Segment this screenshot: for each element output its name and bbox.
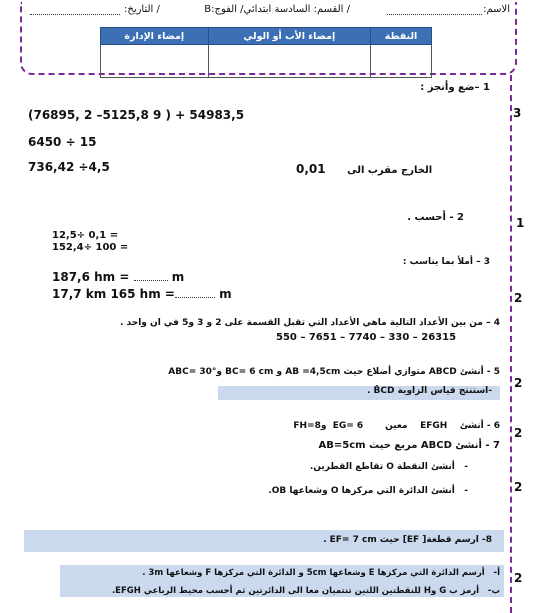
ex3-score: 2 <box>514 291 523 305</box>
class-label: / القسم: السادسة ابتدائي/ الفوج:B <box>204 4 350 15</box>
name-dots <box>387 14 482 15</box>
ex5-score: 2 <box>514 376 523 390</box>
grade-cell[interactable] <box>371 45 432 78</box>
ex8-item-b: ب- أرمز ب G وH للنقطتين اللتين تنتميان معا الى الدائرتين ثم أحسب محيط الرباعي EFGH. <box>111 586 500 596</box>
ex1-line1: (76895, 2 –5125,8 9 ) + 54983,5 <box>28 108 245 122</box>
ex1-score: 3 <box>513 106 522 120</box>
ex2-title: 2 - أحسب . <box>407 212 464 223</box>
ex1-note-value: 0,01 <box>296 162 326 176</box>
admin-signature-cell[interactable] <box>101 45 209 78</box>
ex1-note <box>296 162 432 176</box>
margin-line <box>510 75 512 613</box>
header-admin-signature: إمضاء الإدارة <box>101 28 209 45</box>
ex5-sub: -استنتج قياس الزاوية B̂CD . <box>218 386 500 400</box>
ex7-title: 7 - أنشئ ABCD مربع حيث AB=5cm <box>318 440 500 451</box>
ex4-numbers: 550 – 7651 – 7740 – 330 – 26315 <box>276 332 457 343</box>
ex3-line2: 17,7 km 165 hm = m <box>52 287 232 301</box>
ex3-answer1[interactable] <box>134 280 168 281</box>
ex3-line1: 187,6 hm = m <box>52 270 185 284</box>
header-grade: النقطة <box>371 28 432 45</box>
ex4-title: 4 – من بين الأعداد التالية ماهي الأعداد التي تقبل القسمة على 2 و 3 و5 في ان واحد . <box>119 318 500 328</box>
ex8-score: 2 <box>514 571 523 585</box>
ex2-score: 1 <box>516 216 525 230</box>
ex6-score: 2 <box>514 426 523 440</box>
ex2-line2: 152,4÷ 100 = <box>52 242 129 253</box>
header-parent-signature: إمضاء الأب أو الولي <box>208 28 371 45</box>
ex5-title: 5 - أنشئ ABCD متوازي أضلاع حيث AB =4,5cm و BC= 6 cm وABC= 30° <box>168 367 500 377</box>
signature-table <box>100 27 432 78</box>
ex1-line3: 736,42 ÷4,5 <box>28 160 110 174</box>
date-dots <box>30 14 120 15</box>
ex1-note-text: الخارج مقرب الى <box>347 165 433 176</box>
ex8-item-a: أ- أرسم الدائرة التي مركزها E وشعاعها 5cm و الدائرة التي مركزها F وشعاعها 3m . <box>142 568 500 578</box>
parent-signature-cell[interactable] <box>208 45 371 78</box>
name-label: الاسم: <box>483 4 510 15</box>
ex6-title: 6 - أنشئ EFGH معين EG= 6 وFH=8 <box>293 421 500 431</box>
ex7-item1: - أنشئ النقطة O تقاطع القطرين. <box>309 462 468 472</box>
date-label: / التاريخ: <box>124 4 160 15</box>
ex3-title: 3 – أملأ بما يناسب : <box>402 257 490 267</box>
ex1-title: 1 –ضع وأنجز : <box>420 82 490 93</box>
ex8-title: 8- ارسم قطعة[ EF] حيث EF= 7 cm . <box>323 535 492 545</box>
ex7-score: 2 <box>514 480 523 494</box>
ex2-line1: 12,5÷ 0,1 = <box>52 230 119 241</box>
ex1-line2: 6450 ÷ 15 <box>28 135 97 149</box>
ex7-item2: - أنشئ الدائرة التي مركزها O وشعاعها OB. <box>268 486 468 496</box>
ex3-answer2[interactable] <box>175 297 215 298</box>
